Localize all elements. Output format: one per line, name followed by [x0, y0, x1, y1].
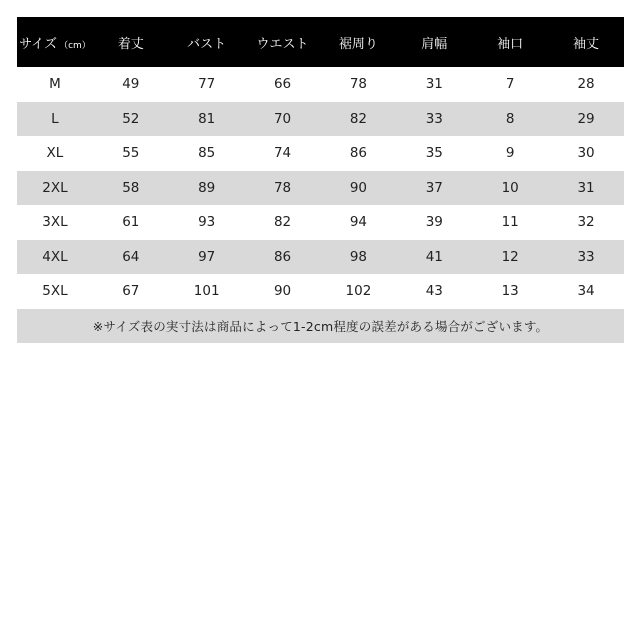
value-cell: 34	[577, 283, 595, 300]
header-unit: （cm）	[59, 40, 91, 51]
table-row	[17, 136, 624, 171]
value-cell: 37	[425, 179, 443, 196]
value-cell: 66	[273, 76, 292, 93]
value-cell: 97	[198, 248, 216, 265]
header-length: 着丈	[117, 36, 144, 52]
size-cell: 3XL	[42, 214, 68, 231]
header-size-label: サイズ	[19, 36, 58, 52]
value-cell: 90	[273, 283, 292, 300]
value-cell: 43	[425, 283, 443, 300]
size-cell: M	[49, 76, 61, 93]
value-cell: 86	[349, 145, 368, 162]
header-bust: バスト	[187, 36, 227, 52]
value-cell: 77	[198, 76, 216, 93]
value-cell: 78	[273, 179, 292, 196]
table-row	[17, 274, 624, 309]
header-shoulder: 肩幅	[421, 36, 448, 52]
size-cell: 2XL	[42, 179, 68, 196]
size-cell: 4XL	[42, 248, 68, 265]
value-cell: 28	[577, 76, 595, 93]
size-cell: L	[51, 110, 59, 127]
size-chart-table	[17, 17, 624, 343]
value-cell: 30	[577, 145, 595, 162]
value-cell: 67	[122, 283, 140, 300]
value-cell: 55	[122, 145, 140, 162]
table-row	[17, 67, 624, 102]
value-cell: 41	[425, 248, 443, 265]
measurement-note: ※サイズ表の実寸法は商品によって1-2cm程度の誤差がある場合がございます。	[92, 318, 549, 334]
value-cell: 61	[122, 214, 140, 231]
note-row	[17, 309, 624, 343]
value-cell: 93	[198, 214, 216, 231]
value-cell: 31	[425, 76, 443, 93]
value-cell: 82	[273, 214, 292, 231]
value-cell: 89	[198, 179, 216, 196]
value-cell: 35	[425, 145, 443, 162]
table-row	[17, 102, 624, 137]
value-cell: 8	[505, 110, 515, 127]
value-cell: 49	[122, 76, 140, 93]
table-row	[17, 205, 624, 240]
value-cell: 31	[577, 179, 595, 196]
value-cell: 52	[122, 110, 140, 127]
header-size	[17, 17, 93, 67]
value-cell: 86	[273, 248, 292, 265]
value-cell: 85	[198, 145, 216, 162]
value-cell: 82	[349, 110, 368, 127]
size-chart-header	[17, 17, 624, 67]
value-cell: 81	[198, 110, 216, 127]
header-sleeve: 袖丈	[573, 36, 600, 52]
size-cell: 5XL	[42, 283, 68, 300]
value-cell: 98	[349, 248, 368, 265]
value-cell: 58	[122, 179, 140, 196]
value-cell: 102	[345, 283, 372, 300]
value-cell: 70	[273, 110, 292, 127]
value-cell: 64	[122, 248, 140, 265]
value-cell: 90	[349, 179, 368, 196]
header-cuff: 袖口	[497, 36, 524, 52]
header-hem: 裾周り	[338, 36, 378, 52]
value-cell: 7	[505, 76, 515, 93]
value-cell: 13	[501, 283, 519, 300]
size-chart-body	[17, 67, 624, 343]
table-row	[17, 240, 624, 275]
value-cell: 12	[501, 248, 519, 265]
value-cell: 78	[349, 76, 368, 93]
value-cell: 32	[577, 214, 595, 231]
value-cell: 9	[505, 145, 515, 162]
size-cell: XL	[46, 145, 64, 162]
header-row	[17, 17, 624, 67]
value-cell: 101	[193, 283, 220, 300]
value-cell: 33	[425, 110, 443, 127]
value-cell: 10	[501, 179, 519, 196]
value-cell: 33	[577, 248, 595, 265]
table-row	[17, 171, 624, 206]
value-cell: 74	[273, 145, 292, 162]
header-waist: ウエスト	[256, 36, 309, 52]
value-cell: 94	[349, 214, 368, 231]
value-cell: 29	[577, 110, 595, 127]
value-cell: 39	[425, 214, 443, 231]
value-cell: 11	[501, 214, 519, 231]
